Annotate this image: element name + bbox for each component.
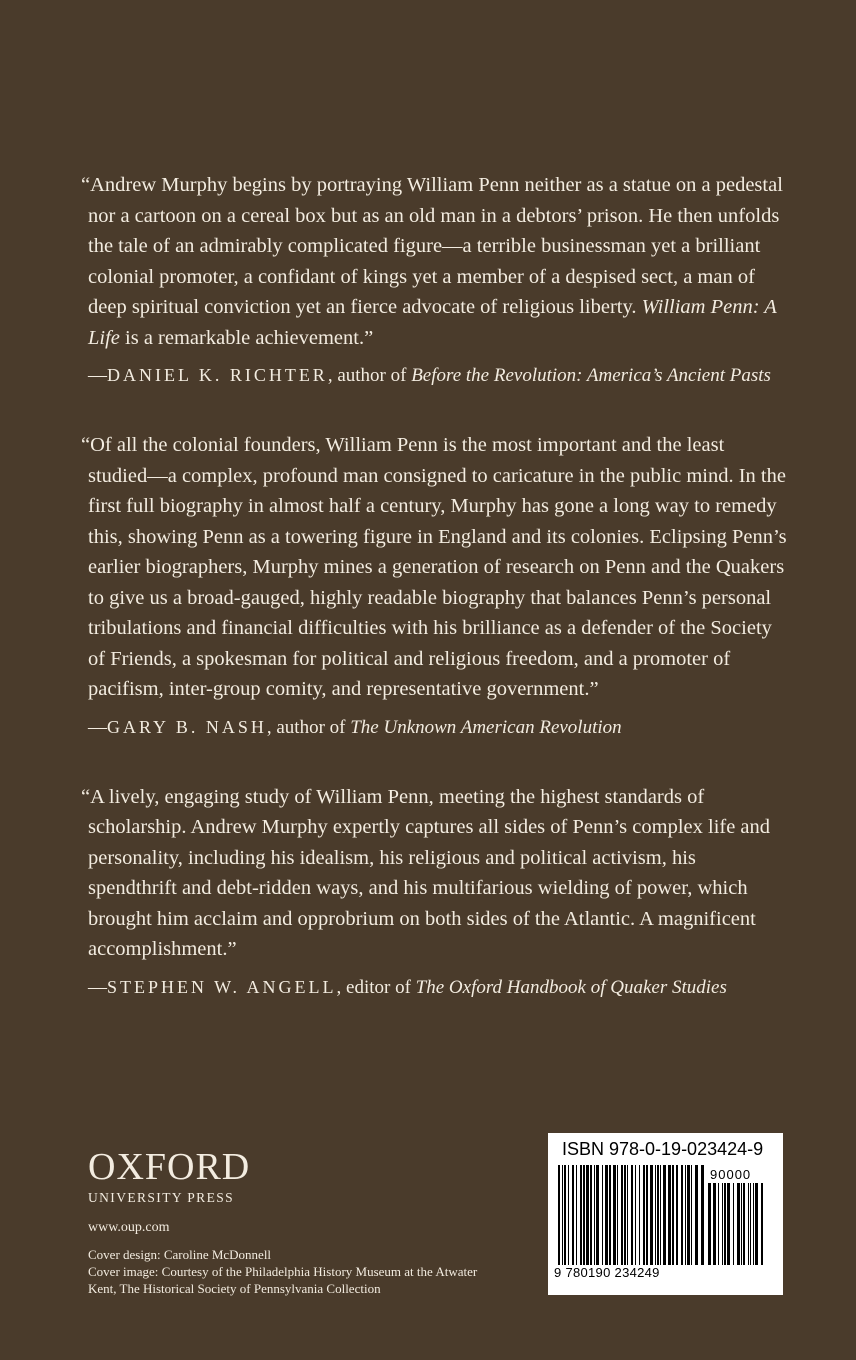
oxford-logo [88,1148,250,1206]
barcode-bar [646,1165,648,1265]
barcode-bar [722,1183,723,1265]
cover-design-credit: Cover design: Caroline McDonnell [88,1247,272,1262]
book-title: William Penn: A Life [88,296,777,349]
barcode-bar [624,1165,626,1265]
barcode-bar [580,1165,582,1265]
barcode-bar [681,1165,683,1265]
barcode-bar [663,1165,666,1265]
barcode-bar [590,1165,592,1265]
barcode-bar [602,1165,603,1265]
barcode-bar [672,1165,674,1265]
blurb-attribution: —STEPHEN W. ANGELL, editor of The Oxford Handbook of Quaker Studies [88,976,727,998]
barcode-bar [724,1183,726,1265]
barcode-bar [576,1165,577,1265]
cover-credits [88,1246,508,1297]
blurb-quote: “A lively, engaging study of William Penn, meeting the highest standards of scholarship. Andrew Murphy expertly captures all sides of Penn’s complex life and personality, including his idealism, his religious and political activism, his spendthrift and debt-ridden ways, and his multifarious wielding of power, which brought him acclaim and opprobrium on both sides of the Atlantic. A magnificent accomplishment.” [81,785,771,960]
barcode-bar [650,1165,653,1265]
blurb-angell [81,782,788,1002]
barcode-bar [676,1165,678,1265]
barcode-bar [631,1165,633,1265]
barcode-bar [685,1165,686,1265]
barcode-bar [617,1165,618,1265]
barcode-bar [750,1183,751,1265]
barcode-bar [639,1165,640,1265]
barcode-bar [708,1183,711,1265]
cover-image-credit: Cover image: Courtesy of the Philadelphia History Museum at the Atwater Kent, The Historical Society of Pennsylvania Collection [88,1264,478,1296]
reviewer-work: The Unknown American Revolution [350,716,622,738]
barcode-bar [594,1165,595,1265]
barcode-bar [755,1183,758,1265]
barcode-bar [621,1165,623,1265]
isbn-barcode [558,1165,704,1265]
barcode-bar [718,1183,719,1265]
barcode-bar [727,1183,730,1265]
publisher-website: www.oup.com [88,1220,170,1235]
barcode-bar [733,1183,734,1265]
barcode-bar [668,1165,671,1265]
logo-oxford: OXFORD [88,1146,251,1188]
barcode-bar [748,1183,749,1265]
barcode-bar [596,1165,599,1265]
barcode-bar [572,1165,574,1265]
barcode-bar [586,1165,589,1265]
reviewer-name: DANIEL K. RICHTER [107,365,328,385]
barcode-bar [741,1183,742,1265]
barcode-bar [562,1165,563,1265]
barcode-bar [701,1165,704,1265]
isbn-label: ISBN 978-0-19-023424-9 [562,1139,764,1159]
barcode-bar [605,1165,608,1265]
barcode-bar [635,1165,636,1265]
barcode-bar [691,1165,692,1265]
logo-university-press: UNIVERSITY PRESS [88,1190,235,1205]
blurb-quote: “Andrew Murphy begins by portraying William Penn neither as a statue on a pedestal nor a cartoon on a cereal box but as an old man in a debtors’ prison. He then unfolds the tale of an admirably complicated figure—a terrible businessman yet a brilliant colonial promoter, a confidant of kings yet a member of a despised sect, a man of deep spiritual conviction yet an fierce advocate of religious liberty. William Penn: A Life is a remarkable achievement.” [81,174,783,349]
barcode-bar [627,1165,628,1265]
barcode-bar [609,1165,611,1265]
barcode-bar [737,1183,740,1265]
barcode-bar [753,1183,754,1265]
barcode-bar [583,1165,585,1265]
blurbs [81,170,788,1042]
blurb-nash [81,430,788,742]
blurb-attribution: —DANIEL K. RICHTER, author of Before the Revolution: America’s Ancient Pasts [88,365,771,386]
barcode-bar [568,1165,569,1265]
barcode-digits: 9 780190 234249 [554,1265,660,1280]
barcode-bar [558,1165,560,1265]
barcode-bar [687,1165,690,1265]
blurb-attribution: —GARY B. NASH, author of The Unknown American Revolution [88,716,622,738]
price-barcode [708,1183,768,1265]
barcode-bar [655,1165,656,1265]
barcode-bar [660,1165,661,1265]
barcode-bar [657,1165,659,1265]
barcode-bar [643,1165,645,1265]
blurb-richter [81,170,788,390]
blurb-quote: “Of all the colonial founders, William Penn is the most important and the least studied—a complex, profound man consigned to caricature in the public mind. In the first full biography in almost half a century, Murphy has gone a long way to remedy this, showing Penn as a towering figure in England and its colonies. Eclipsing Penn’s earlier biographers, Murphy mines a generation of research on Penn and the Quakers to give us a broad-gauged, highly readable biography that balances Penn’s personal tribulations and financial difficulties with his brilliance as a defender of the Society of Friends, a spokesman for political and religious freedom, and a promoter of pacifism, inter-group comity, and representative government.” [81,434,787,700]
reviewer-work: The Oxford Handbook of Quaker Studies [415,976,727,998]
barcode-bar [564,1165,566,1265]
barcode-box [548,1133,783,1295]
price-code: 90000 [710,1167,752,1182]
barcode-bar [743,1183,745,1265]
barcode-bar [761,1183,763,1265]
reviewer-work: Before the Revolution: America’s Ancient Pasts [411,365,771,386]
barcode-bar [613,1165,616,1265]
barcode-bar [695,1165,698,1265]
reviewer-name: GARY B. NASH [107,716,267,737]
reviewer-name: STEPHEN W. ANGELL [107,976,337,997]
barcode-bar [713,1183,716,1265]
